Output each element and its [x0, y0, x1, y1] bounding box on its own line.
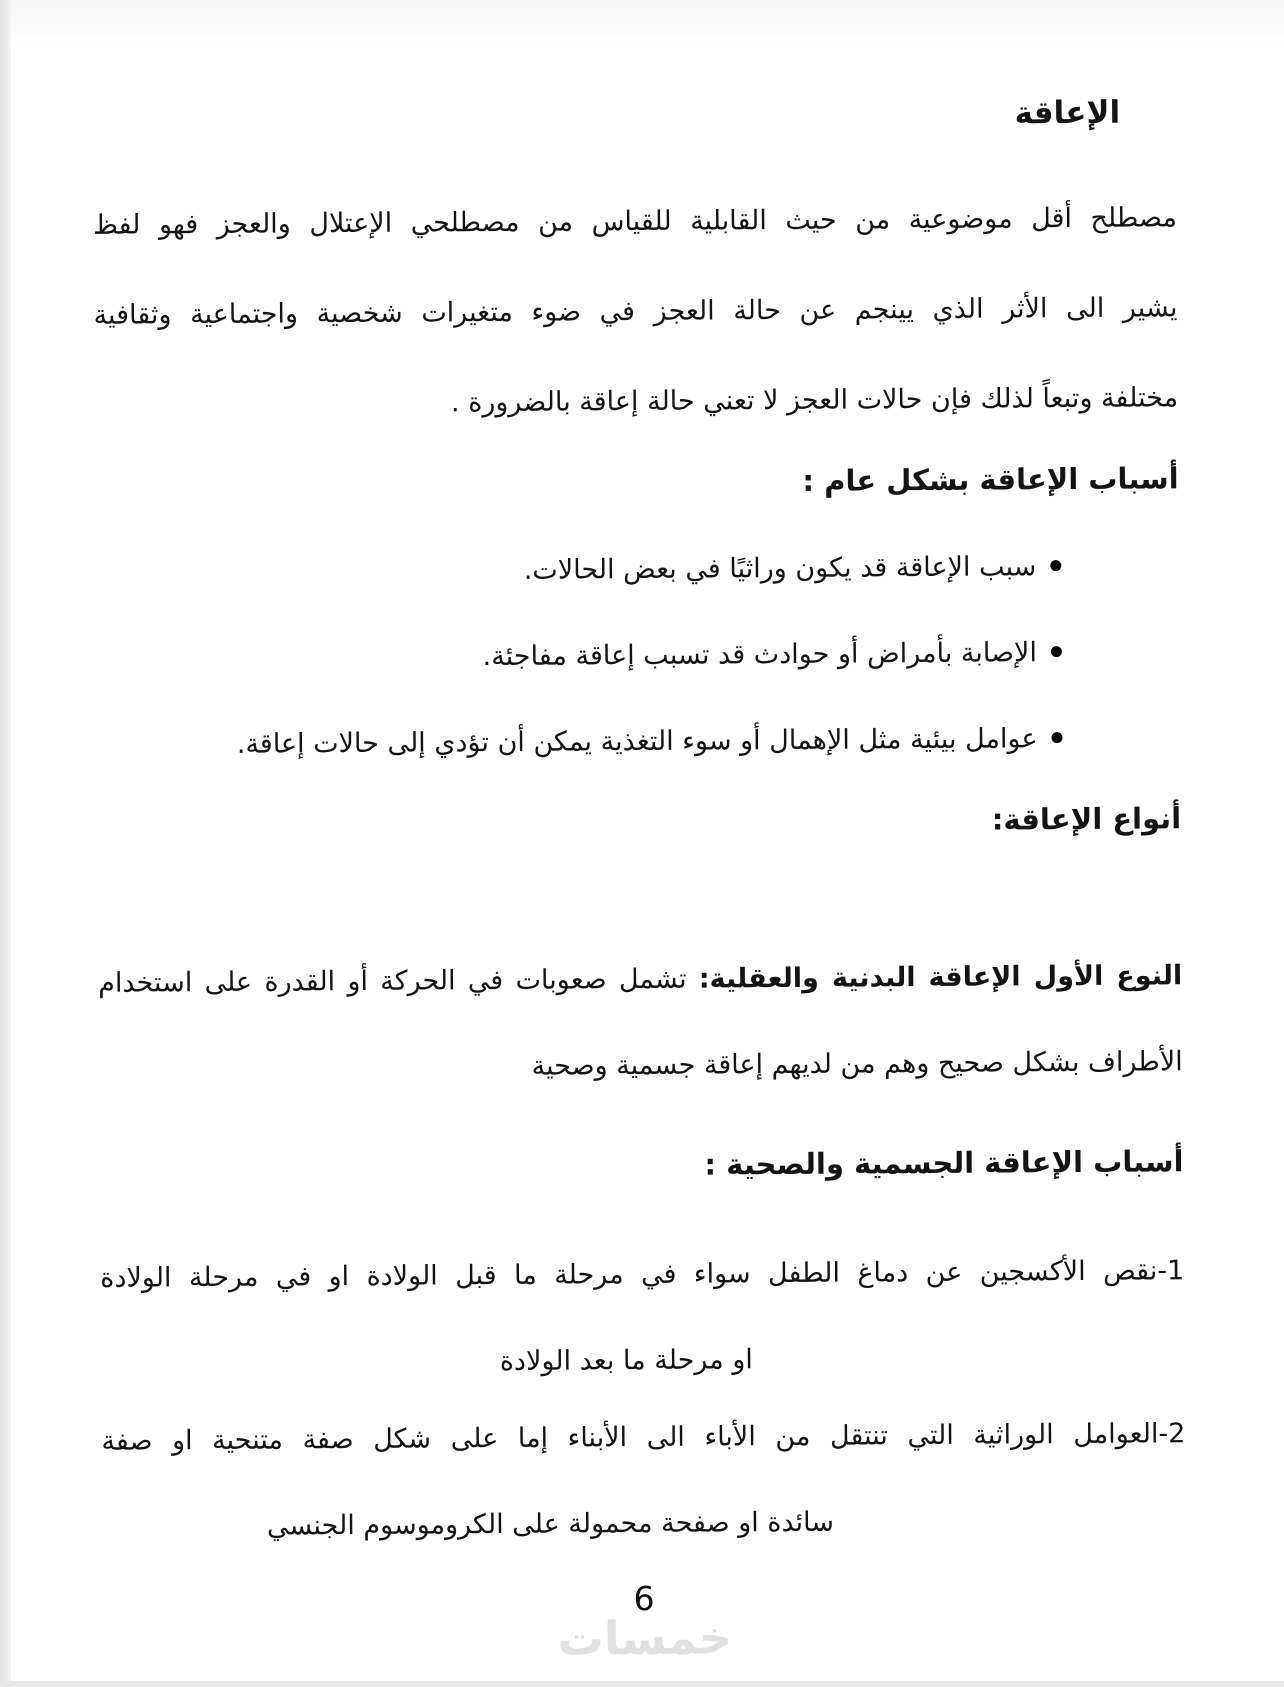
numbered-item-2 [101, 1391, 1186, 1571]
section-heading-types: أنواع الإعاقة: [991, 801, 1182, 837]
page-footer [102, 1575, 1187, 1675]
bullet-item [96, 609, 1181, 703]
paragraph-line: او مرحلة ما بعد الولادة [499, 1344, 753, 1378]
section-heading-physical-causes: أسباب الإعاقة الجسمية والصحية : [704, 1144, 1184, 1182]
bullet-item [95, 523, 1180, 617]
scan-edge-bottom [0, 1681, 1284, 1687]
numbered-item-1 [100, 1228, 1185, 1408]
paragraph-line: مختلفة وتبعاً لذلك فإن حالات العجز لا تعني حالة إعاقة بالضرورة . [450, 382, 1179, 419]
paragraph-line: يشير الى الأثر الذي يينجم عن حالة العجز في ضوء متغيرات شخصية واجتماعية وثقافية [93, 292, 1178, 331]
section-heading-general-causes: أسباب الإعاقة بشكل عام : [802, 461, 1179, 498]
bullet-text: سبب الإعاقة قد يكون وراثيًا في بعض الحالات. [523, 551, 1037, 586]
general-causes-list [95, 523, 1181, 789]
type1-lead-rest: تشمل صعوبات في الحركة أو القدرة على استخدام [98, 963, 699, 999]
paragraph-line: 1-نقص الأكسجين عن دماغ الطفل سواء في مرحلة ما قبل الولادة او في مرحلة الولادة [100, 1255, 1185, 1294]
bullet-text: الإصابة بأمراض أو حوادث قد تسبب إعاقة مفاجئة. [482, 637, 1038, 673]
paragraph-line: الأطراف بشكل صحيح وهم من لديهم إعاقة جسمية وصحية [531, 1046, 1183, 1082]
bullet-dot-icon [1051, 646, 1062, 657]
bullet-dot-icon [1050, 560, 1061, 571]
page-number: 6 [633, 1578, 655, 1619]
khamsat-watermark-logo: خمسات [557, 1610, 733, 1666]
type1-lead-bold: النوع الأول الإعاقة البدنية والعقلية: [698, 960, 1183, 995]
page-title: الإعاقة [1014, 94, 1121, 132]
type1-paragraph [98, 933, 1183, 1113]
paragraph-line: 2-العوامل الوراثية التي تنتقل من الأباء الى الأبناء إما على شكل صفة متنحية او صفة [101, 1418, 1186, 1457]
paragraph-line: سائدة او صفحة محمولة على الكروموسوم الجنسي [266, 1506, 835, 1542]
paragraph-line [98, 933, 1183, 1027]
bullet-dot-icon [1051, 732, 1062, 743]
paragraph-line: مصطلح أقل موضوعية من حيث القابلية للقياس من مصطلحي الإعتلال والعجز فهو لفظ [92, 202, 1177, 241]
bullet-text: عوامل بيئية مثل الإهمال أو سوء التغذية يمكن أن تؤدي إلى حالات إعاقة. [236, 723, 1038, 760]
intro-paragraph [93, 173, 1179, 451]
